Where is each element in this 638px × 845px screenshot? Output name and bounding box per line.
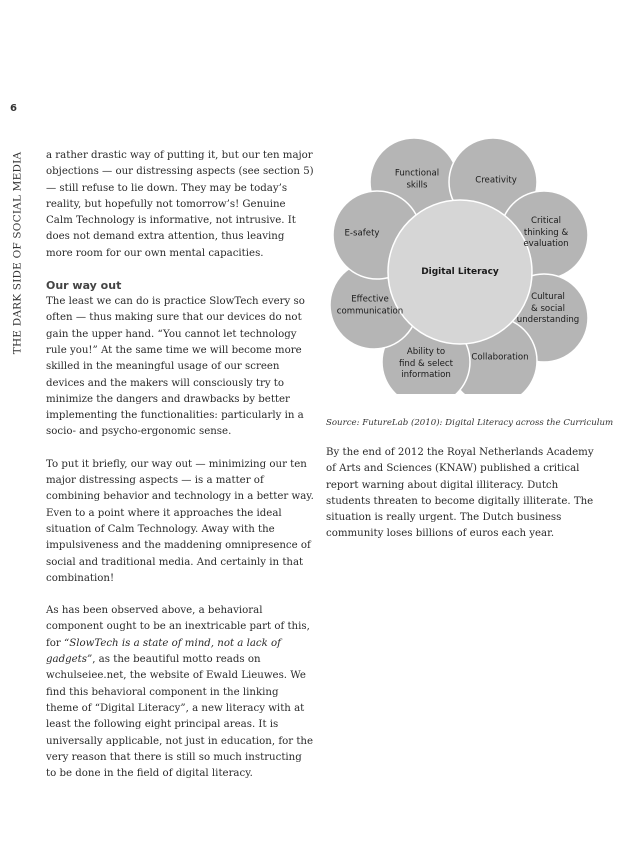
node-label xyxy=(344,228,379,240)
diagram-graphic xyxy=(330,132,590,394)
node-label xyxy=(475,175,517,187)
node-label-line: Cultural xyxy=(531,291,565,302)
node-label-line: E-safety xyxy=(344,228,380,239)
figure-caption: Source: FutureLab (2010): Digital Literacy across the Curriculum xyxy=(326,418,614,428)
paragraph-4 xyxy=(46,603,314,782)
node-label xyxy=(517,292,579,327)
node-label xyxy=(471,352,528,364)
node-label-line: find & select xyxy=(398,358,454,369)
node-label-line: Creativity xyxy=(475,175,517,186)
node-label-line: communication xyxy=(336,306,404,316)
section-heading: Our way out xyxy=(46,279,122,293)
node-label-line: Ability to xyxy=(406,346,446,357)
node-label xyxy=(395,169,439,192)
node-label-line: & social xyxy=(531,303,565,314)
running-head xyxy=(2,150,32,355)
left-column xyxy=(46,148,314,782)
right-paragraph: By the end of 2012 the Royal Netherlands Academy of Arts and Sciences (KNAW) published a critical report warning about digital illiteracy. Dutch students threaten to become digitally illiterate. The situation is really urgent. The Dutch business community loses billions of euros each year. xyxy=(326,447,594,540)
node-label-line: Effective xyxy=(351,294,389,305)
node-label xyxy=(399,347,453,382)
paragraph-3: To put it briefly, our way out — minimizing our ten major distressing aspects — is a matter of combining behavior and technology in a better way. Even to a point where it approaches the ideal situation of Calm Technology. Away with the impulsiveness and the maddening omnipresence of social and traditional media. And certainly in that combination! xyxy=(46,458,314,584)
paragraph-1: a rather drastic way of putting it, but our ten major objections — our distressing aspects (see section 5) — still refuse to lie down. They may be today’s reality, but hopefully not tomorrow’s! Genuine Calm Technology is informative, not intrusive. It does not demand extra attention, thus leaving more room for our own mental capacities. xyxy=(46,150,314,259)
paragraph-4-end: , as the beautiful motto reads on wchulseiee.net, the website of Ewald Lieuwes. We find this behavioral component in the linking theme of “Digital Literacy”, a new literacy with at least the following eight principal areas. It is universally applicable, not just in education, for the very reason that there is still so much instructing to be done in the field of digital literacy. xyxy=(46,654,314,780)
node-label-line: information xyxy=(401,369,451,380)
page-number: 6 xyxy=(10,103,17,114)
node-label-line: evaluation xyxy=(523,238,569,249)
paragraph-4-start: As has been observed above, a behavioral component ought to be an inextricable part of this, for xyxy=(46,605,310,649)
center-label: Digital Literacy xyxy=(421,267,499,277)
node-label-line: Functional xyxy=(394,168,440,179)
right-column-text xyxy=(326,445,594,543)
motto-quote: “SlowTech is a state of mind, not a lack of gadgets” xyxy=(46,637,281,666)
node-label-line: skills xyxy=(406,180,428,190)
node-label-line: thinking & xyxy=(523,227,569,238)
paragraph-2: The least we can do is practice SlowTech every so often — thus making sure that our devices do not gain the upper hand. “You cannot let technology rule you!” At the same time we will become more skilled in the meaningful usage of our screen devices and the makers will consciously try to minimize the dangers and drawbacks by better implementing the functionalities: particularly in a socio- and psycho-ergonomic sense. xyxy=(46,296,305,438)
running-head-text: THE DARK SIDE OF SOCIAL MEDIA xyxy=(11,151,23,354)
node-label xyxy=(337,295,403,318)
node-label-line: Critical xyxy=(530,215,562,226)
node-label-line: Collaboration xyxy=(471,352,529,363)
node-label xyxy=(523,216,568,251)
node-label-line: understanding xyxy=(516,314,580,325)
digital-literacy-diagram xyxy=(330,132,590,394)
